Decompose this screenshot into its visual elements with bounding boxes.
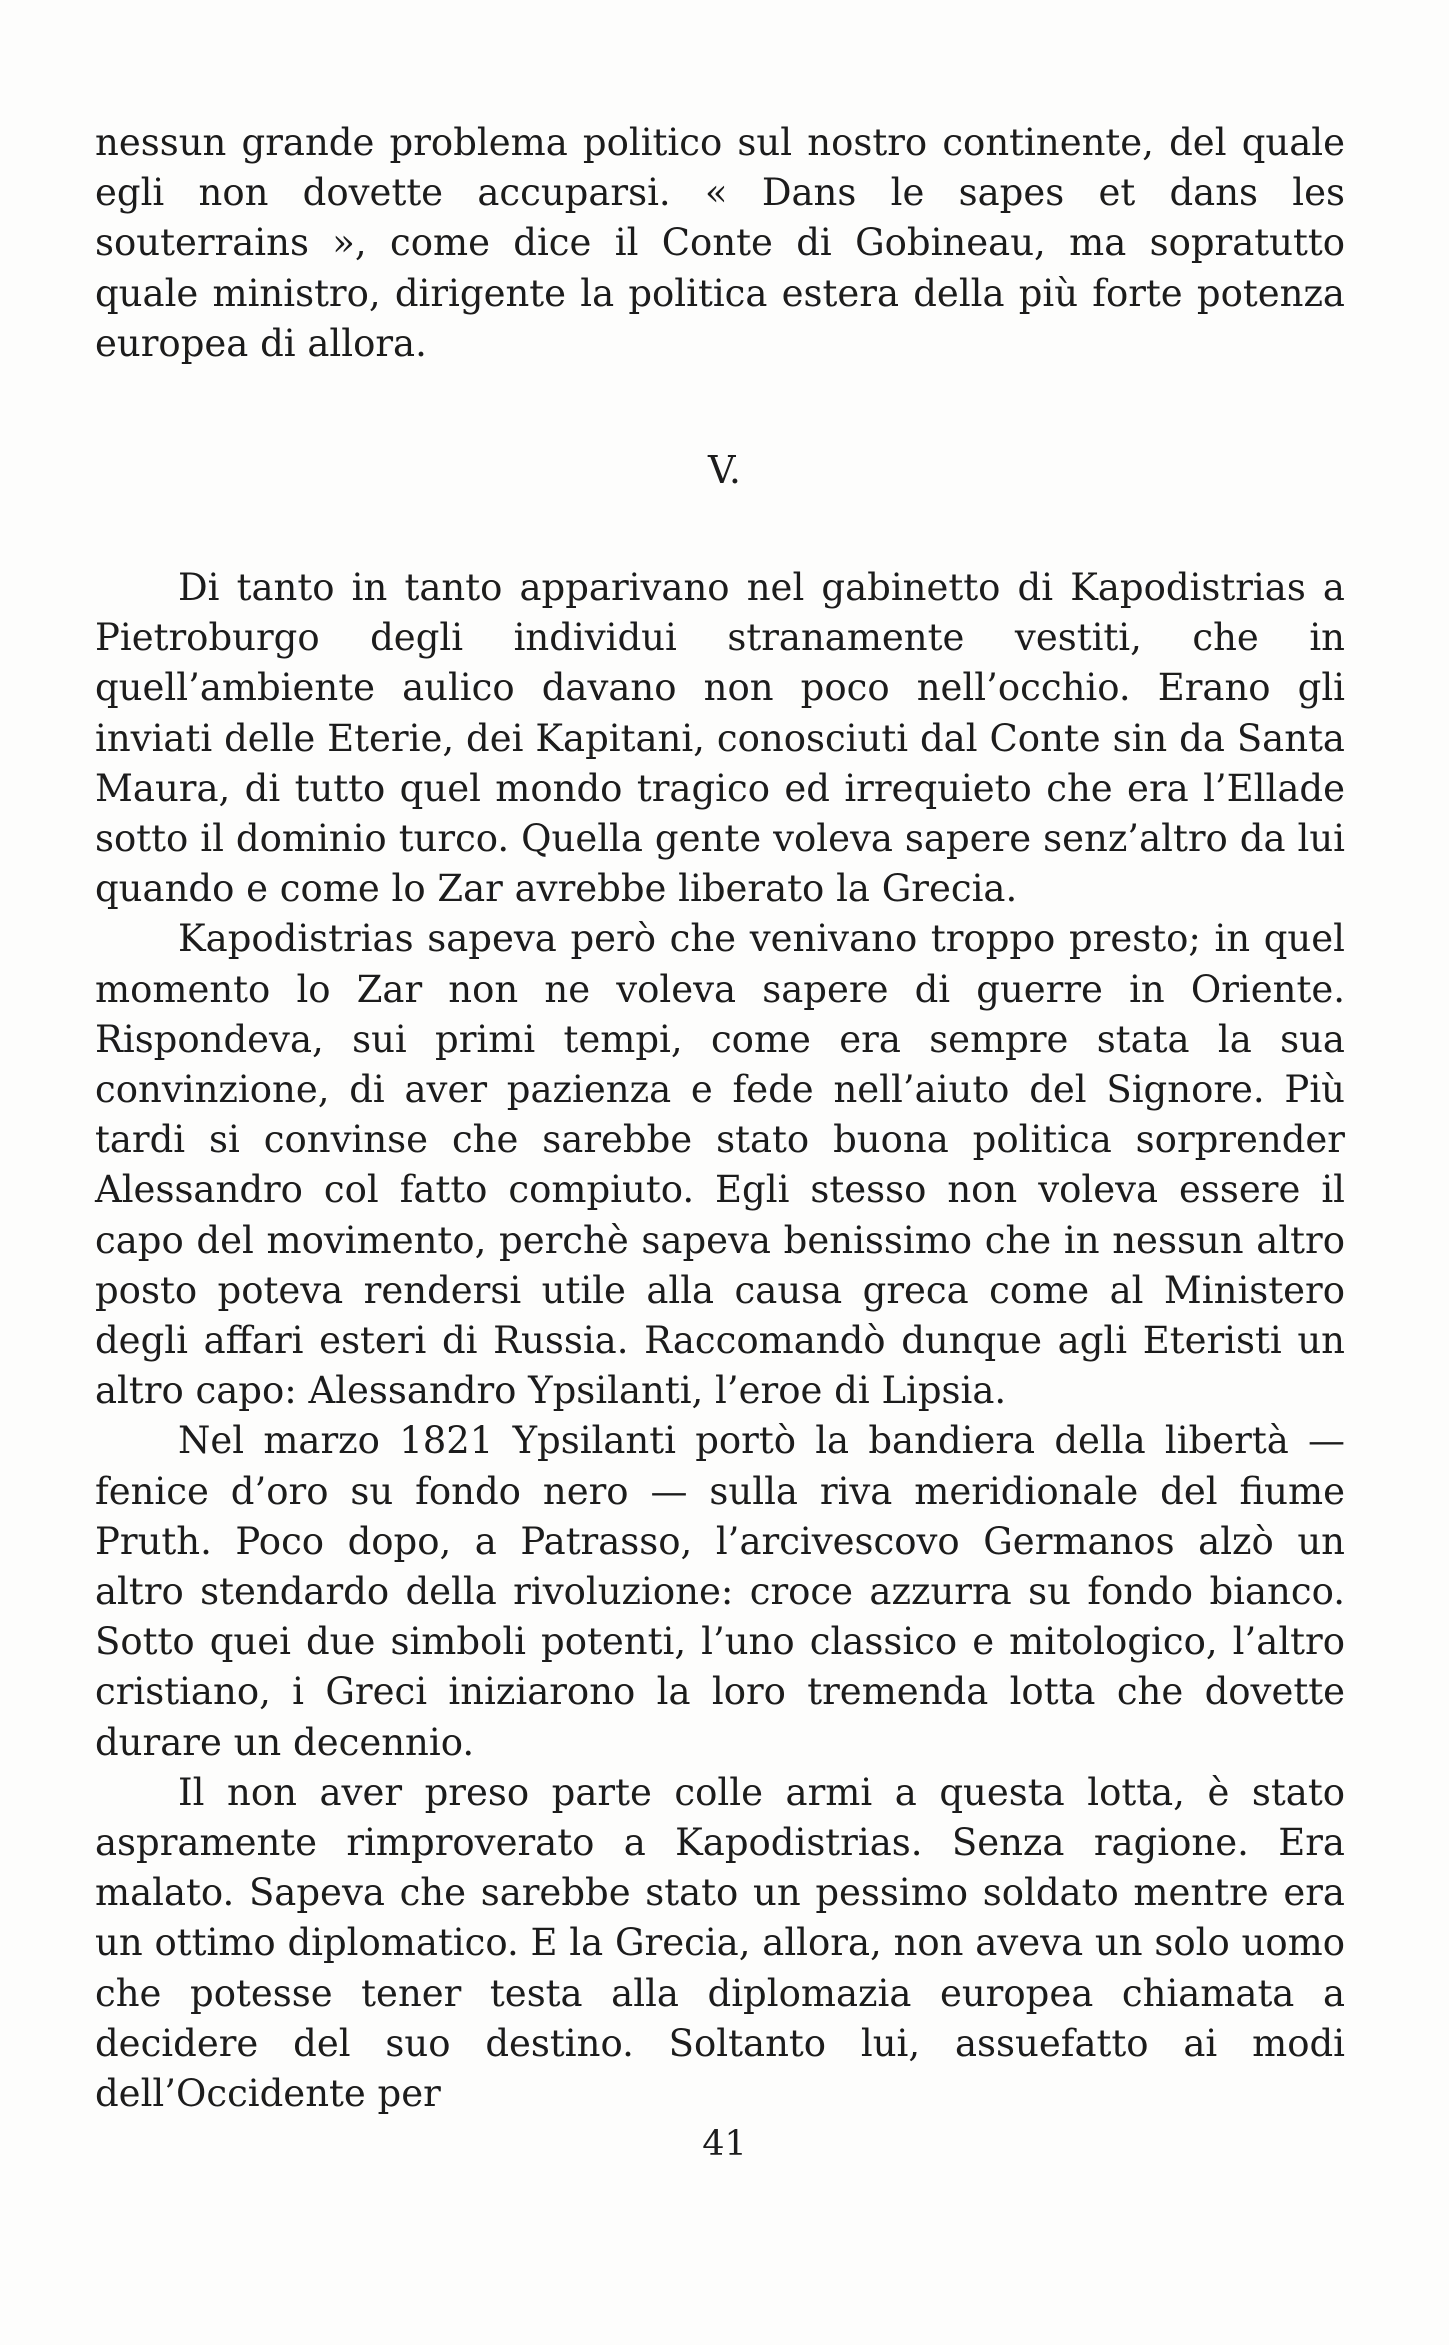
paragraph-2: Kapodistrias sapeva però che venivano troppo presto; in quel momento lo Zar non ne voleva sapere di guerre in Oriente. Rispondeva, sui primi tempi, come era sempre stata la sua convinzione, di aver pazienza e fede nell’aiuto del Signore. Più tardi si convinse che sarebbe stato buona politica sorprender Alessandro col fatto compiuto. Egli stesso non voleva essere il capo del movimento, perchè sapeva benissimo che in nessun altro posto poteva rendersi utile alla causa greca come al Ministero degli affari esteri di Russia. Raccomandò dunque agli Eteristi un altro capo: Alessandro Ypsilanti, l’eroe di Lipsia. <box>95 917 1345 1413</box>
page-number: 41 <box>702 2124 747 2164</box>
opening-paragraph: nessun grande problema politico sul nostro continente, del quale egli non dovette accuparsi. « Dans le sapes et dans les souterrains », come dice il Conte di Gobineau, ma sopratutto quale ministro, dirigente la politica estera della più forte potenza europea di allora. <box>95 121 1345 365</box>
paragraph-3: Nel marzo 1821 Ypsilanti portò la bandiera della libertà — fenice d’oro su fondo nero — sulla riva meridionale del fiume Pruth. Poco dopo, a Patrasso, l’arcivescovo Germanos alzò un altro stendardo della rivoluzione: croce azzurra su fondo bianco. Sotto quei due simboli potenti, l’uno classico e mitologico, l’altro cristiano, i Greci iniziarono la loro tremenda lotta che dovette durare un decennio. <box>95 1419 1345 1764</box>
opening-paragraph-block <box>95 118 1345 369</box>
body-text <box>95 563 1345 2119</box>
paragraph-1: Di tanto in tanto apparivano nel gabinetto di Kapodistrias a Pietroburgo degli individui stranamente vestiti, che in quell’ambiente aulico davano non poco nell’occhio. Erano gli inviati delle Eterie, dei Kapitani, conosciuti dal Conte sin da Santa Maura, di tutto quel mondo tragico ed irrequieto che era l’Ellade sotto il dominio turco. Quella gente voleva sapere senz’altro da lui quando e come lo Zar avrebbe liberato la Grecia. <box>95 566 1345 911</box>
paragraph-4: Il non aver preso parte colle armi a questa lotta, è stato aspramente rimproverato a Kapodistrias. Senza ragione. Era malato. Sapeva che sarebbe stato un pessimo soldato mentre era un ottimo diplomatico. E la Grecia, allora, non aveva un solo uomo che potesse tener testa alla diplomazia europea chiamata a decidere del suo destino. Soltanto lui, assuefatto ai modi dell’Occidente per <box>95 1770 1345 2116</box>
section-heading: V. <box>708 448 741 492</box>
